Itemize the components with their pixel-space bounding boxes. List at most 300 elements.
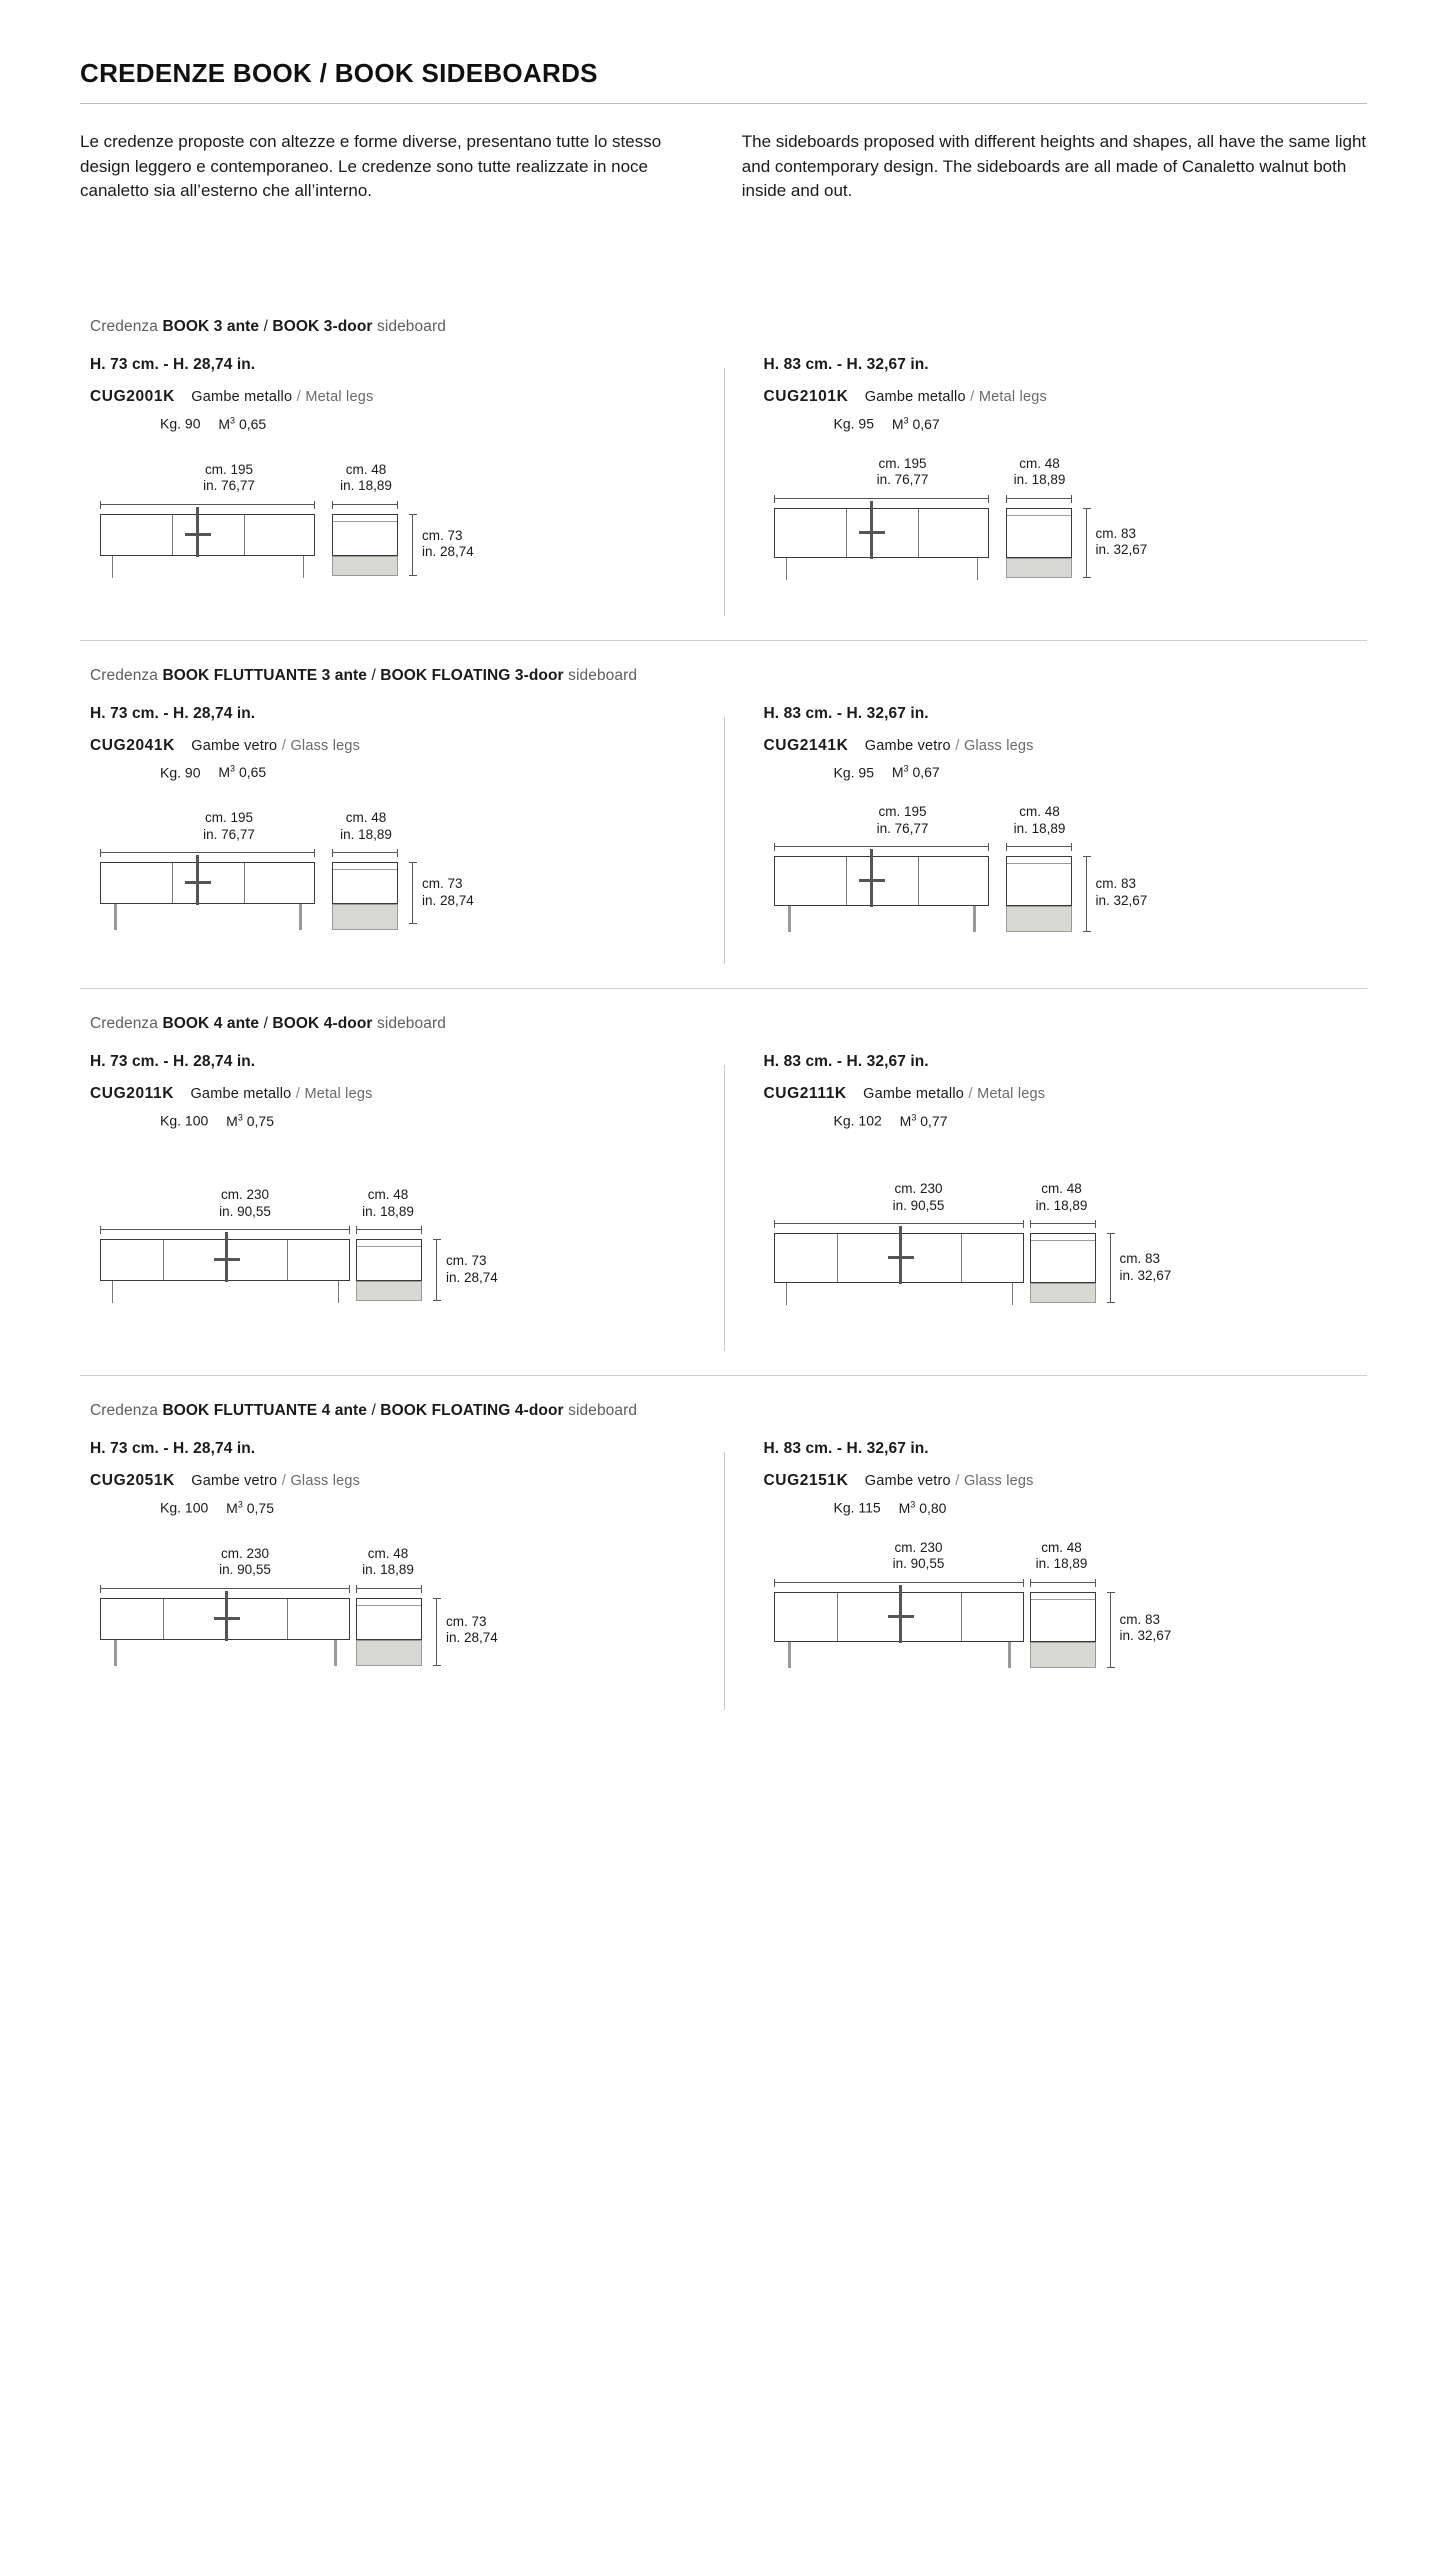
height-dimension-rule bbox=[436, 1598, 437, 1666]
depth-dimension-rule bbox=[332, 852, 398, 853]
weight-value: Kg. 95 bbox=[833, 764, 874, 781]
legs-it: Gambe metallo bbox=[190, 1086, 292, 1103]
volume-exponent: 3 bbox=[911, 1112, 917, 1123]
width-in: in. 90,55 bbox=[219, 1203, 271, 1219]
glass-leg bbox=[114, 1640, 117, 1666]
weight-value: Kg. 100 bbox=[160, 1499, 209, 1516]
volume-unit: M bbox=[899, 1112, 912, 1129]
leg bbox=[303, 556, 304, 578]
side-base-shadow bbox=[332, 904, 398, 930]
side-base-shadow bbox=[1030, 1642, 1096, 1668]
side-top-edge bbox=[357, 1246, 421, 1247]
width-in: in. 90,55 bbox=[219, 1562, 271, 1578]
height-cm: cm. 73 bbox=[422, 527, 463, 543]
weight-volume-line bbox=[834, 1499, 1368, 1516]
variant-height: H. 73 cm. - H. 28,74 in. bbox=[90, 1439, 256, 1457]
legs-it: Gambe vetro bbox=[191, 1472, 278, 1489]
door-divider bbox=[244, 515, 245, 555]
legs-en: Glass legs bbox=[963, 1472, 1034, 1489]
volume-number: 0,75 bbox=[246, 1112, 274, 1129]
width-dimension-label bbox=[838, 804, 968, 838]
volume-exponent: 3 bbox=[237, 1498, 243, 1509]
product-code: CUG2051K bbox=[90, 1471, 175, 1489]
leg bbox=[112, 556, 113, 578]
side-top-edge bbox=[1007, 515, 1071, 516]
height-dimension-label bbox=[1120, 1251, 1172, 1285]
variant-height: H. 83 cm. - H. 32,67 in. bbox=[763, 1439, 929, 1457]
variant-block bbox=[80, 356, 724, 612]
variant-block bbox=[80, 705, 724, 961]
weight-value: Kg. 90 bbox=[160, 764, 201, 781]
product-drawing bbox=[90, 810, 724, 960]
depth-dimension-label bbox=[318, 462, 414, 496]
variant-code-line bbox=[90, 1472, 724, 1490]
volume-unit: M bbox=[218, 415, 231, 432]
handle-horizontal bbox=[859, 879, 885, 882]
legs-it: Gambe metallo bbox=[191, 388, 293, 405]
title-divider bbox=[80, 103, 1367, 104]
height-cm: cm. 83 bbox=[1119, 1250, 1161, 1266]
width-cm: cm. 230 bbox=[894, 1180, 943, 1196]
handle-vertical bbox=[196, 855, 199, 905]
legs-slash: / bbox=[296, 387, 301, 405]
door-divider bbox=[846, 509, 847, 557]
volume-value bbox=[218, 416, 266, 432]
glass-leg bbox=[1008, 1642, 1011, 1668]
weight-volume-line bbox=[834, 1112, 1368, 1129]
intro-block bbox=[80, 130, 1367, 204]
glass-leg bbox=[299, 904, 302, 930]
volume-number: 0,67 bbox=[912, 415, 940, 432]
volume-unit: M bbox=[226, 1112, 238, 1129]
variant-code-line bbox=[90, 737, 724, 755]
side-view bbox=[332, 514, 398, 556]
front-view bbox=[774, 856, 989, 906]
section-heading-en: BOOK FLOATING 3-door bbox=[380, 666, 564, 684]
section-book-floating-4-door bbox=[80, 1376, 1367, 1706]
depth-dimension-label bbox=[1014, 1540, 1110, 1574]
door-divider bbox=[961, 1593, 962, 1641]
depth-dimension-rule bbox=[1030, 1582, 1096, 1583]
variant-code-line bbox=[764, 1085, 1368, 1103]
volume-number: 0,77 bbox=[920, 1112, 948, 1129]
section-heading bbox=[80, 318, 1367, 336]
door-divider bbox=[837, 1234, 838, 1282]
width-cm: cm. 230 bbox=[220, 1186, 270, 1202]
door-divider bbox=[846, 857, 847, 905]
legs-it: Gambe vetro bbox=[864, 1472, 951, 1489]
leg bbox=[977, 558, 978, 580]
section-heading-en: BOOK 4-door bbox=[272, 1015, 373, 1033]
door-divider bbox=[918, 509, 919, 557]
handle-horizontal bbox=[214, 1258, 240, 1261]
width-in: in. 76,77 bbox=[876, 821, 929, 837]
width-in: in. 90,55 bbox=[892, 1197, 945, 1213]
volume-exponent: 3 bbox=[237, 1112, 243, 1123]
height-dimension-rule bbox=[412, 514, 413, 576]
leg bbox=[786, 1283, 787, 1305]
height-cm: cm. 73 bbox=[446, 1252, 487, 1268]
legs-slash: / bbox=[295, 1085, 301, 1103]
handle-horizontal bbox=[888, 1256, 914, 1259]
depth-dimension-label bbox=[340, 1187, 436, 1221]
door-divider bbox=[918, 857, 919, 905]
door-divider bbox=[961, 1234, 962, 1282]
section-heading-pre: Credenza bbox=[90, 1015, 159, 1033]
depth-in: in. 18,89 bbox=[362, 1562, 414, 1578]
variant-height: H. 83 cm. - H. 32,67 in. bbox=[763, 1053, 929, 1071]
glass-leg bbox=[114, 904, 117, 930]
product-code: CUG2011K bbox=[90, 1085, 175, 1103]
section-heading-pre: Credenza bbox=[90, 317, 159, 335]
height-dimension-rule bbox=[1086, 856, 1087, 932]
height-dimension-label bbox=[1096, 876, 1148, 910]
width-dimension-label bbox=[854, 1181, 984, 1215]
variant-columns bbox=[80, 1053, 1367, 1347]
side-top-edge bbox=[333, 869, 397, 870]
legs-it: Gambe metallo bbox=[864, 388, 966, 405]
volume-exponent: 3 bbox=[230, 414, 236, 425]
product-code: CUG2111K bbox=[763, 1085, 847, 1103]
volume-value bbox=[218, 764, 266, 780]
front-view bbox=[774, 1233, 1024, 1283]
height-dimension-label bbox=[422, 528, 474, 562]
depth-dimension-rule bbox=[1006, 498, 1072, 499]
handle-vertical bbox=[870, 501, 873, 559]
volume-number: 0,67 bbox=[912, 764, 940, 781]
legs-slash: / bbox=[281, 736, 287, 754]
depth-dimension-rule bbox=[1006, 846, 1072, 847]
depth-cm: cm. 48 bbox=[1019, 804, 1060, 820]
width-in: in. 76,77 bbox=[203, 478, 255, 494]
page-title bbox=[80, 0, 1367, 89]
section-heading-it: BOOK FLUTTUANTE 3 ante bbox=[162, 666, 368, 684]
height-in: in. 32,67 bbox=[1119, 1628, 1172, 1644]
volume-value bbox=[226, 1113, 274, 1129]
width-dimension-label bbox=[180, 1187, 310, 1221]
weight-volume-line bbox=[160, 415, 724, 432]
side-base-shadow bbox=[1006, 906, 1072, 932]
legs-en: Metal legs bbox=[305, 388, 374, 405]
legs-en: Glass legs bbox=[290, 737, 361, 754]
height-dimension-label bbox=[1096, 526, 1148, 560]
volume-unit: M bbox=[218, 764, 231, 781]
height-dimension-label bbox=[446, 1614, 498, 1648]
page-title-separator: / bbox=[319, 58, 328, 88]
side-view bbox=[1030, 1592, 1096, 1642]
depth-in: in. 18,89 bbox=[340, 478, 392, 494]
glass-leg bbox=[788, 1642, 791, 1668]
section-heading-en-post: sideboard bbox=[376, 1015, 446, 1033]
side-top-edge bbox=[1031, 1240, 1095, 1241]
width-dimension-rule bbox=[774, 1223, 1024, 1224]
product-code: CUG2141K bbox=[763, 736, 849, 754]
width-cm: cm. 195 bbox=[204, 461, 254, 477]
variant-code-line bbox=[764, 388, 1368, 406]
handle-horizontal bbox=[888, 1615, 914, 1618]
height-in: in. 28,74 bbox=[422, 893, 474, 909]
weight-volume-line bbox=[834, 415, 1368, 432]
weight-volume-line bbox=[160, 764, 724, 781]
depth-dimension-rule bbox=[332, 504, 398, 505]
door-divider bbox=[287, 1240, 288, 1280]
width-dimension-label bbox=[164, 810, 294, 844]
legs-slash: / bbox=[970, 387, 975, 405]
volume-exponent: 3 bbox=[230, 763, 236, 774]
depth-dimension-label bbox=[992, 456, 1088, 490]
height-cm: cm. 73 bbox=[422, 876, 463, 892]
product-drawing bbox=[90, 462, 724, 612]
volume-number: 0,65 bbox=[238, 764, 267, 781]
height-cm: cm. 73 bbox=[446, 1613, 487, 1629]
product-drawing bbox=[90, 1546, 724, 1706]
volume-unit: M bbox=[226, 1499, 238, 1516]
legs-en: Metal legs bbox=[978, 388, 1047, 405]
product-drawing bbox=[764, 1180, 1368, 1347]
section-heading-slash: / bbox=[371, 1401, 376, 1419]
legs-slash: / bbox=[955, 1471, 960, 1489]
handle-vertical bbox=[899, 1226, 902, 1284]
variant-code-line bbox=[90, 388, 724, 406]
section-heading-it: BOOK 4 ante bbox=[162, 1015, 260, 1033]
height-in: in. 32,67 bbox=[1119, 1267, 1172, 1283]
volume-exponent: 3 bbox=[903, 763, 909, 774]
volume-value bbox=[892, 764, 940, 780]
product-code: CUG2041K bbox=[90, 736, 175, 754]
section-heading-en-post: sideboard bbox=[568, 1401, 638, 1419]
legs-en: Glass legs bbox=[963, 737, 1034, 754]
side-view bbox=[1006, 856, 1072, 906]
side-top-edge bbox=[357, 1605, 421, 1606]
width-dimension-label bbox=[854, 1540, 984, 1574]
height-dimension-rule bbox=[1110, 1233, 1111, 1303]
height-cm: cm. 83 bbox=[1095, 525, 1137, 541]
width-cm: cm. 230 bbox=[894, 1539, 943, 1555]
variant-block bbox=[724, 356, 1368, 612]
glass-leg bbox=[973, 906, 976, 932]
variant-columns bbox=[80, 705, 1367, 961]
section-book-4-door bbox=[80, 989, 1367, 1347]
side-base-shadow bbox=[356, 1640, 422, 1666]
variant-height: H. 73 cm. - H. 28,74 in. bbox=[90, 355, 256, 373]
handle-vertical bbox=[225, 1232, 228, 1282]
handle-vertical bbox=[899, 1585, 902, 1643]
product-drawing bbox=[90, 1187, 724, 1347]
front-view bbox=[100, 514, 315, 556]
legs-it: Gambe vetro bbox=[191, 737, 278, 754]
depth-dimension-label bbox=[992, 804, 1088, 838]
variant-block bbox=[80, 1053, 724, 1347]
depth-dimension-label bbox=[318, 810, 414, 844]
height-in: in. 28,74 bbox=[422, 544, 474, 560]
variant-block bbox=[80, 1440, 724, 1706]
leg bbox=[786, 558, 787, 580]
width-dimension-rule bbox=[774, 1582, 1024, 1583]
front-view bbox=[774, 508, 989, 558]
depth-in: in. 18,89 bbox=[1013, 472, 1066, 488]
depth-dimension-label bbox=[340, 1546, 436, 1580]
weight-value: Kg. 102 bbox=[833, 1112, 882, 1129]
weight-volume-line bbox=[160, 1499, 724, 1516]
variant-height: H. 83 cm. - H. 32,67 in. bbox=[763, 355, 929, 373]
depth-in: in. 18,89 bbox=[1035, 1556, 1088, 1572]
side-view bbox=[1006, 508, 1072, 558]
width-dimension-rule bbox=[774, 498, 989, 499]
variant-block bbox=[724, 1053, 1368, 1347]
section-heading-slash: / bbox=[263, 1015, 268, 1033]
width-in: in. 76,77 bbox=[876, 472, 929, 488]
side-view bbox=[356, 1598, 422, 1640]
width-in: in. 90,55 bbox=[892, 1556, 945, 1572]
height-dimension-label bbox=[422, 876, 474, 910]
height-dimension-rule bbox=[412, 862, 413, 924]
page-title-en: BOOK SIDEBOARDS bbox=[334, 58, 598, 88]
product-code: CUG2101K bbox=[763, 387, 849, 405]
depth-cm: cm. 48 bbox=[367, 1186, 409, 1202]
depth-cm: cm. 48 bbox=[1041, 1180, 1082, 1196]
legs-it: Gambe metallo bbox=[863, 1086, 965, 1103]
side-view bbox=[356, 1239, 422, 1281]
depth-in: in. 18,89 bbox=[340, 827, 392, 843]
depth-in: in. 18,89 bbox=[362, 1203, 414, 1219]
page-title-it: CREDENZE BOOK bbox=[80, 58, 313, 88]
width-dimension-rule bbox=[100, 504, 315, 505]
weight-value: Kg. 95 bbox=[833, 415, 874, 432]
handle-horizontal bbox=[859, 531, 885, 534]
variant-block bbox=[724, 1440, 1368, 1706]
section-heading-slash: / bbox=[263, 317, 268, 335]
door-divider bbox=[163, 1599, 164, 1639]
weight-volume-line bbox=[160, 1112, 724, 1129]
height-in: in. 32,67 bbox=[1095, 542, 1148, 558]
legs-slash: / bbox=[281, 1471, 287, 1489]
intro-text-it: Le credenze proposte con altezze e forme diverse, presentano tutte lo stesso design leggero e contemporaneo. Le credenze sono tutte realizzate in noce canaletto sia all’esterno che all’interno. bbox=[80, 132, 662, 201]
variant-code-line bbox=[764, 1472, 1368, 1490]
product-code: CUG2001K bbox=[90, 387, 175, 405]
depth-cm: cm. 48 bbox=[1019, 455, 1060, 471]
variant-columns bbox=[80, 1440, 1367, 1706]
section-heading-en-post: sideboard bbox=[568, 666, 638, 684]
side-base-shadow bbox=[356, 1281, 422, 1301]
height-dimension-rule bbox=[1086, 508, 1087, 578]
product-code: CUG2151K bbox=[763, 1471, 849, 1489]
leg bbox=[1012, 1283, 1013, 1305]
depth-cm: cm. 48 bbox=[345, 461, 387, 477]
variant-height: H. 73 cm. - H. 28,74 in. bbox=[90, 704, 256, 722]
volume-number: 0,65 bbox=[238, 415, 267, 432]
height-in: in. 32,67 bbox=[1095, 893, 1148, 909]
section-heading-it: BOOK FLUTTUANTE 4 ante bbox=[162, 1401, 368, 1419]
door-divider bbox=[244, 863, 245, 903]
width-dimension-rule bbox=[774, 846, 989, 847]
product-drawing bbox=[764, 804, 1368, 960]
section-heading-en: BOOK 3-door bbox=[272, 317, 373, 335]
front-view bbox=[100, 1598, 350, 1640]
depth-cm: cm. 48 bbox=[345, 810, 387, 826]
section-heading-slash: / bbox=[371, 666, 376, 684]
height-dimension-label bbox=[446, 1253, 498, 1287]
volume-value bbox=[226, 1500, 274, 1516]
door-divider bbox=[163, 1240, 164, 1280]
side-base-shadow bbox=[1006, 558, 1072, 578]
width-cm: cm. 195 bbox=[878, 804, 927, 820]
height-in: in. 28,74 bbox=[446, 1269, 498, 1285]
width-dimension-label bbox=[180, 1546, 310, 1580]
variant-height: H. 73 cm. - H. 28,74 in. bbox=[90, 1053, 256, 1071]
volume-number: 0,75 bbox=[246, 1499, 274, 1516]
section-heading-pre: Credenza bbox=[90, 666, 159, 684]
door-divider bbox=[172, 863, 173, 903]
volume-unit: M bbox=[891, 764, 904, 781]
volume-unit: M bbox=[898, 1499, 911, 1516]
depth-in: in. 18,89 bbox=[1013, 821, 1066, 837]
product-drawing bbox=[764, 1539, 1368, 1706]
volume-value bbox=[900, 1113, 948, 1129]
front-view bbox=[774, 1592, 1024, 1642]
section-heading-pre: Credenza bbox=[90, 1401, 159, 1419]
side-base-shadow bbox=[332, 556, 398, 576]
depth-dimension-rule bbox=[356, 1588, 422, 1589]
volume-number: 0,80 bbox=[919, 1499, 947, 1516]
width-dimension-rule bbox=[100, 852, 315, 853]
handle-horizontal bbox=[214, 1617, 240, 1620]
handle-horizontal bbox=[185, 881, 211, 884]
variant-code-line bbox=[764, 737, 1368, 755]
product-drawing bbox=[764, 455, 1368, 612]
front-view bbox=[100, 1239, 350, 1281]
side-view bbox=[332, 862, 398, 904]
height-dimension-rule bbox=[1110, 1592, 1111, 1668]
volume-value bbox=[899, 1500, 947, 1516]
legs-slash: / bbox=[955, 736, 960, 754]
intro-text-en: The sideboards proposed with different heights and shapes, all have the same light and contemporary design. The sideboards are all made of Canaletto walnut both inside and out. bbox=[741, 132, 1367, 201]
width-dimension-rule bbox=[100, 1588, 350, 1589]
width-in: in. 76,77 bbox=[203, 827, 255, 843]
width-dimension-rule bbox=[100, 1229, 350, 1230]
glass-leg bbox=[788, 906, 791, 932]
section-book-3-door bbox=[80, 292, 1367, 612]
weight-value: Kg. 115 bbox=[833, 1499, 881, 1516]
side-top-edge bbox=[1031, 1599, 1095, 1600]
door-divider bbox=[172, 515, 173, 555]
weight-value: Kg. 90 bbox=[160, 415, 201, 432]
width-dimension-label bbox=[838, 456, 968, 490]
weight-volume-line bbox=[834, 764, 1368, 781]
side-base-shadow bbox=[1030, 1283, 1096, 1303]
legs-en: Metal legs bbox=[977, 1086, 1046, 1103]
depth-cm: cm. 48 bbox=[367, 1545, 409, 1561]
legs-slash: / bbox=[968, 1085, 973, 1103]
width-cm: cm. 195 bbox=[878, 455, 927, 471]
height-cm: cm. 83 bbox=[1119, 1611, 1161, 1627]
handle-horizontal bbox=[185, 533, 211, 536]
volume-unit: M bbox=[891, 415, 904, 432]
height-dimension-rule bbox=[436, 1239, 437, 1301]
depth-cm: cm. 48 bbox=[1041, 1539, 1082, 1555]
section-heading-en-post: sideboard bbox=[376, 317, 446, 335]
depth-dimension-label bbox=[1014, 1181, 1110, 1215]
volume-exponent: 3 bbox=[903, 414, 909, 425]
door-divider bbox=[287, 1599, 288, 1639]
legs-en: Metal legs bbox=[304, 1086, 373, 1103]
handle-vertical bbox=[870, 849, 873, 907]
depth-dimension-rule bbox=[1030, 1223, 1096, 1224]
section-book-floating-3-door bbox=[80, 641, 1367, 961]
variant-code-line bbox=[90, 1085, 724, 1103]
handle-vertical bbox=[196, 507, 199, 557]
width-dimension-label bbox=[164, 462, 294, 496]
height-dimension-label bbox=[1120, 1612, 1172, 1646]
